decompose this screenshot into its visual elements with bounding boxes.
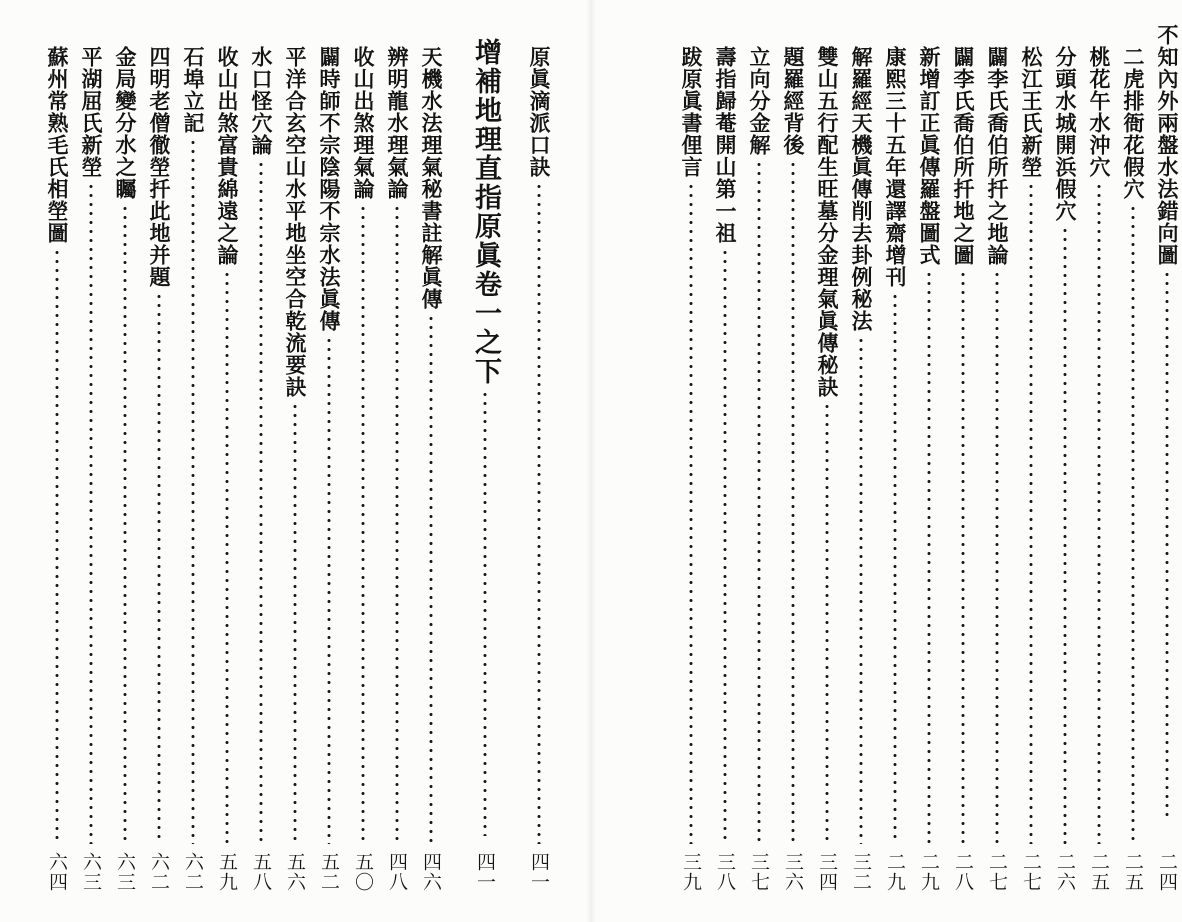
dot-leader <box>757 160 761 844</box>
toc-entry <box>778 0 808 922</box>
toc-entry-title: 松江王氏新塋 <box>1019 46 1044 178</box>
toc-entry-page: 二七 <box>1020 852 1042 892</box>
dot-leader <box>1131 204 1135 844</box>
toc-entry <box>110 0 140 922</box>
toc-entry <box>280 0 310 922</box>
dot-leader <box>995 270 999 844</box>
toc-entry <box>1016 0 1046 922</box>
toc-entry-page: 三六 <box>782 852 804 892</box>
toc-entry <box>676 0 706 922</box>
toc-entry <box>212 0 242 922</box>
dot-leader <box>791 160 795 844</box>
toc-entry-page: 五〇 <box>352 852 374 892</box>
toc-entry-page: 二五 <box>1088 852 1110 892</box>
toc-entry <box>982 0 1012 922</box>
toc-entry-title: 闢李氏喬伯所扦地之圖 <box>951 46 976 266</box>
toc-entry-page: 五六 <box>284 852 306 892</box>
toc-entry-title: 不知內外兩盤水法錯向圖 <box>1155 24 1180 266</box>
toc-entry <box>524 0 554 922</box>
dot-leader <box>1029 182 1033 844</box>
toc-entry <box>1084 0 1114 922</box>
toc-entry <box>314 0 344 922</box>
dot-leader <box>1165 270 1169 822</box>
toc-entry-page: 二七 <box>986 852 1008 892</box>
toc-entry <box>348 0 378 922</box>
toc-entry <box>710 0 740 922</box>
dot-leader <box>157 292 161 844</box>
dot-leader <box>1097 182 1101 844</box>
dot-leader <box>537 182 541 844</box>
toc-entry-page: 二五 <box>1122 852 1144 892</box>
right-page <box>612 0 1182 922</box>
toc-entry-title: 水口怪穴論 <box>249 46 274 156</box>
dot-leader <box>293 402 297 844</box>
dot-leader <box>927 270 931 844</box>
toc-entry <box>744 0 774 922</box>
toc-entry-page: 六三 <box>80 852 102 892</box>
toc-entry <box>880 0 910 922</box>
toc-entry-page: 五八 <box>250 852 272 892</box>
toc-entry-title: 石埠立記 <box>181 46 206 134</box>
toc-entry <box>416 0 446 922</box>
dot-leader <box>689 182 693 844</box>
book-gutter <box>586 0 596 922</box>
toc-entry-title: 二虎排衙花假穴 <box>1121 46 1146 200</box>
toc-entry-page: 四一 <box>528 852 550 892</box>
dot-leader <box>55 248 59 844</box>
toc-entry-title: 平湖屈氏新塋 <box>79 46 104 178</box>
toc-entry-page: 六四 <box>46 852 68 892</box>
toc-entry <box>948 0 978 922</box>
left-page <box>0 0 570 922</box>
toc-entry-title: 桃花午水沖穴 <box>1087 46 1112 178</box>
toc-entry-title: 闢時師不宗陰陽不宗水法眞傳 <box>317 46 342 332</box>
toc-entry-title: 解羅經天機眞傳削去卦例秘法 <box>849 46 874 332</box>
toc-entry <box>1152 0 1182 922</box>
toc-entry-title: 闢李氏喬伯所扦之地論 <box>985 46 1010 266</box>
toc-entry-page: 三九 <box>680 852 702 892</box>
toc-entry-page: 四六 <box>420 852 442 892</box>
toc-entry <box>382 0 412 922</box>
dot-leader <box>123 204 127 844</box>
dot-leader <box>361 204 365 844</box>
dot-leader <box>395 204 399 844</box>
dot-leader <box>429 314 433 844</box>
toc-entry-page: 二四 <box>1156 852 1178 892</box>
toc-entry <box>76 0 106 922</box>
toc-entry-page: 三八 <box>714 852 736 892</box>
toc-entry-page: 六二 <box>148 852 170 892</box>
toc-entry-page: 三四 <box>816 852 838 892</box>
toc-entry <box>246 0 276 922</box>
dot-leader <box>723 248 727 844</box>
toc-entry-title: 康熙三十五年還譯齋增刊 <box>883 46 908 288</box>
toc-entry <box>846 0 876 922</box>
toc-entry-page: 五九 <box>216 852 238 892</box>
toc-entry-title: 立向分金解 <box>747 46 772 156</box>
dot-leader <box>327 336 331 844</box>
dot-leader <box>191 138 195 844</box>
chapter-heading-title: 增補地理直指原眞卷一之下 <box>470 38 501 386</box>
toc-entry-page: 六二 <box>182 852 204 892</box>
toc-entry-title: 天機水法理氣秘書註解眞傳 <box>419 46 444 310</box>
toc-entry-title: 收山出煞富貴綿遠之論 <box>215 46 240 266</box>
toc-entry-title: 跋原眞書俚言 <box>679 46 704 178</box>
toc-entry <box>914 0 944 922</box>
toc-entry <box>144 0 174 922</box>
toc-entry-page: 三七 <box>748 852 770 892</box>
toc-entry <box>1050 0 1080 922</box>
toc-entry <box>812 0 842 922</box>
toc-entry-page: 二八 <box>952 852 974 892</box>
toc-entry-page: 二九 <box>884 852 906 892</box>
dot-leader <box>825 402 829 844</box>
toc-entry-title: 壽指歸菴開山第一祖 <box>713 46 738 244</box>
dot-leader <box>259 160 263 844</box>
toc-entry-title: 分頭水城開浜假穴 <box>1053 46 1078 222</box>
toc-entry-title: 蘇州常熟毛氏相塋圖 <box>45 46 70 244</box>
toc-entry-title: 金局變分水之矚 <box>113 46 138 200</box>
toc-entry-title: 原眞滴派口訣 <box>527 46 552 178</box>
toc-entry-title: 題羅經背後 <box>781 46 806 156</box>
dot-leader <box>1063 226 1067 844</box>
dot-leader <box>893 292 897 844</box>
toc-entry <box>42 0 72 922</box>
toc-entry-page: 三二 <box>850 852 872 892</box>
toc-entry <box>1118 0 1148 922</box>
toc-entry <box>178 0 208 922</box>
dot-leader <box>859 336 863 844</box>
toc-entry-title: 四明老僧徹塋扦此地并題 <box>147 46 172 288</box>
dot-leader <box>483 390 487 836</box>
toc-entry-page: 五二 <box>318 852 340 892</box>
toc-entry-page: 二九 <box>918 852 940 892</box>
toc-entry-page: 四八 <box>386 852 408 892</box>
chapter-heading-page: 四一 <box>474 852 496 892</box>
chapter-heading <box>470 0 500 922</box>
dot-leader <box>961 270 965 844</box>
toc-entry-title: 雙山五行配生旺墓分金理氣眞傳秘訣 <box>815 46 840 398</box>
toc-entry-title: 收山出煞理氣論 <box>351 46 376 200</box>
toc-entry-title: 新增訂正眞傳羅盤圖式 <box>917 46 942 266</box>
toc-entry-title: 平洋合玄空山水平地坐空合乾流要訣 <box>283 46 308 398</box>
toc-entry-title: 辨明龍水理氣論 <box>385 46 410 200</box>
toc-entry-page: 六三 <box>114 852 136 892</box>
toc-entry-page: 二六 <box>1054 852 1076 892</box>
dot-leader <box>225 270 229 844</box>
dot-leader <box>89 182 93 844</box>
